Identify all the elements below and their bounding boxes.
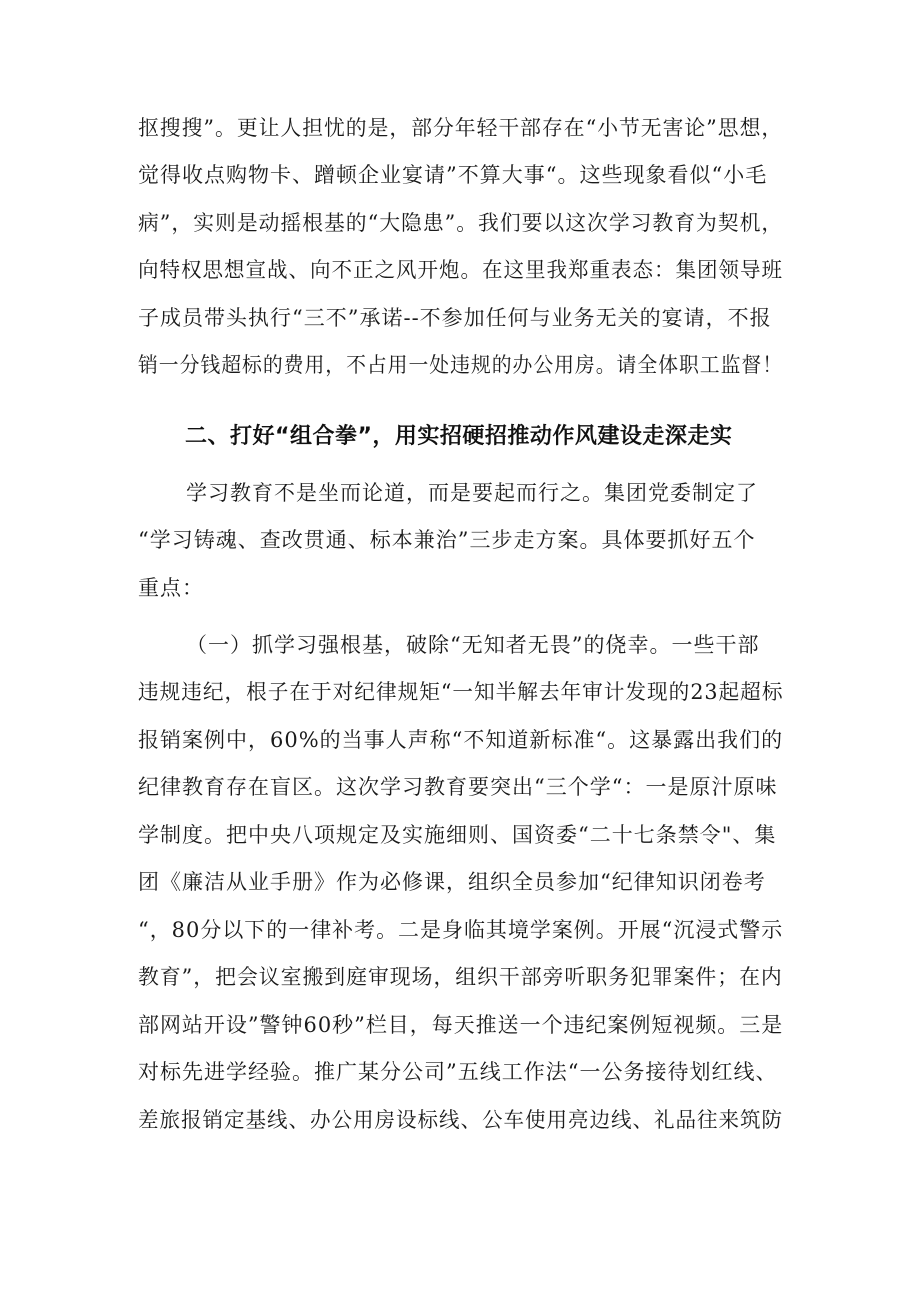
paragraph-line: 销一分钱超标的费用，不占用一处违规的办公用房。请全体职工监督！ xyxy=(138,353,783,377)
paragraph-line: 差旅报销定基线、办公用房设标线、公车使用亮边线、礼品往来筑防 xyxy=(138,1108,783,1132)
paragraph-line: 对标先进学经验。推广某分公司”五线工作法“一公务接待划红线、 xyxy=(138,1060,778,1084)
paragraph-line: 违规违纪，根子在于对纪律规矩“一知半解去年审计发现的23起超标 xyxy=(138,680,784,704)
paragraph-line: 向特权思想宣战、向不正之风开炮。在这里我郑重表态：集团领导班 xyxy=(138,258,783,282)
paragraph-line: 部网站开设”警钟60秒”栏目，每天推送一个违纪案例短视频。三是 xyxy=(138,1013,784,1037)
paragraph-line: 抠搜搜”。更让人担忧的是，部分年轻干部存在“小节无害论”思想， xyxy=(138,116,784,140)
paragraph-line: （一）抓学习强根基，破除“无知者无畏”的侥幸。一些干部 xyxy=(186,633,760,657)
section-heading: 二、打好“组合拳”，用实招硬招推动作风建设走深走实 xyxy=(185,424,733,449)
paragraph-line: 教育”，把会议室搬到庭审现场，组织干部旁听职务犯罪案件；在内 xyxy=(138,965,783,989)
paragraph-line: 病”，实则是动摇根基的“大隐患”。我们要以这次学习教育为契机， xyxy=(138,211,784,235)
paragraph-line: 纪律教育存在盲区。这次学习教育要突出“三个学“：一是原汁原味 xyxy=(138,775,778,799)
paragraph-line: “，80分以下的一律补考。二是身临其境学案例。开展“沉浸式警示 xyxy=(138,918,784,942)
paragraph-line: 学习教育不是坐而论道，而是要起而行之。集团党委制定了 xyxy=(186,481,758,505)
paragraph-line: 重点： xyxy=(138,576,204,600)
paragraph-line: 团《廉洁从业手册》作为必修课，组织全员参加“纪律知识闭卷考 xyxy=(138,870,766,894)
paragraph-line: 觉得收点购物卡、蹭顿企业宴请”不算大事“。这些现象看似“小毛 xyxy=(138,163,768,187)
paragraph-line: “学习铸魂、查改贯通、标本兼治”三步走方案。具体要抓好五个 xyxy=(138,528,756,552)
paragraph-line: 子成员带头执行“三不”承诺--不参加任何与业务无关的宴请，不报 xyxy=(138,306,772,330)
paragraph-line: 报销案例中，60%的当事人声称“不知道新标准“。这暴露出我们的 xyxy=(138,728,784,752)
paragraph-line: 学制度。把中央八项规定及实施细则、国资委“二十七条禁令"、集 xyxy=(138,823,777,847)
